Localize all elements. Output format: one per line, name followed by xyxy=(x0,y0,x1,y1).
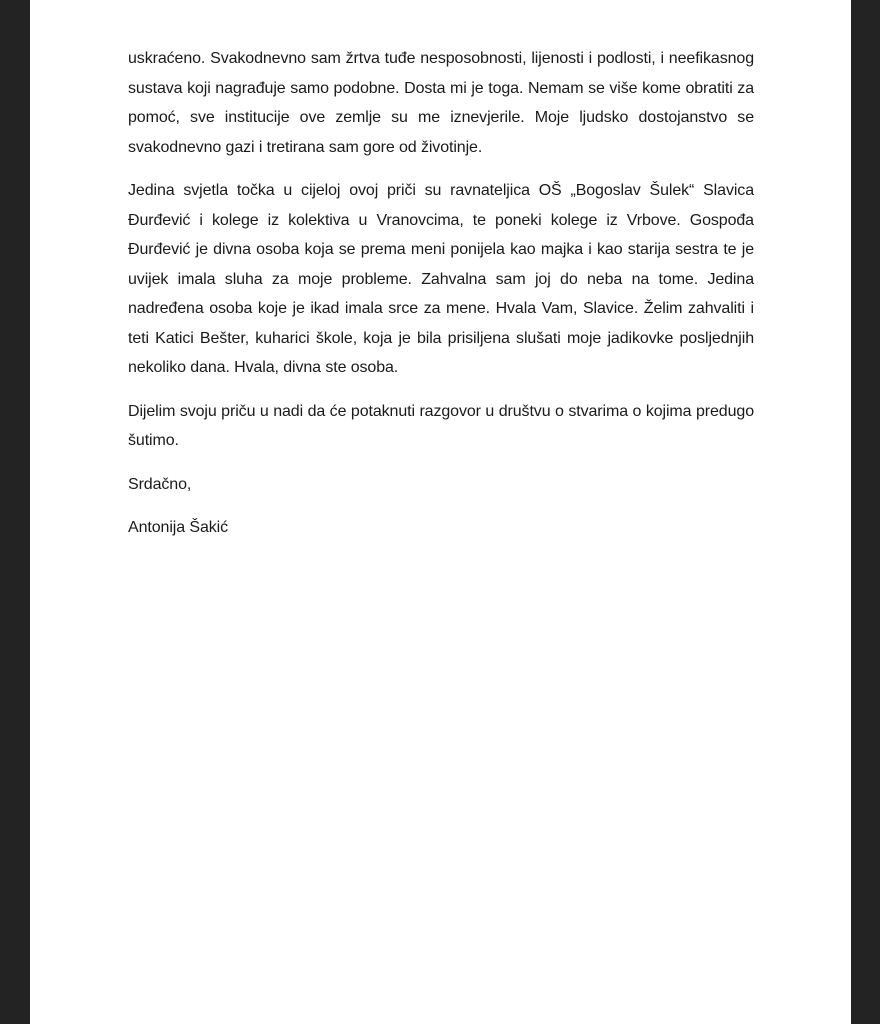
paragraph-3: Dijelim svoju priču u nadi da će potaknuti razgovor u društvu o stvarima o kojima predugo šutimo. xyxy=(128,402,754,449)
signature-name: Antonija Šakić xyxy=(128,519,228,536)
letter-body xyxy=(128,44,754,557)
paragraph-2: Jedina svjetla točka u cijeloj ovoj priči su ravnateljica OŠ „Bogoslav Šulek“ Slavica Đurđević i kolege iz kolektiva u Vranovcima, te poneki kolege iz Vrbove. Gospođa Đurđević je divna osoba koja se prema meni ponijela kao majka i kao starija sestra te je uvijek imala sluha za moje probleme. Zahvalna sam joj do neba na tome. Jedina nadređena osoba koje je ikad imala srce za mene. Hvala Vam, Slavice. Želim zahvaliti i teti Katici Bešter, kuharici škole, koja je bila prisiljena slušati moje jadikovke posljednjih nekoliko dana. Hvala, divna ste osoba. xyxy=(128,182,754,376)
paragraph-1: uskraćeno. Svakodnevno sam žrtva tuđe nesposobnosti, lijenosti i podlosti, i neefikasnog sustava koji nagrađuje samo podobne. Dosta mi je toga. Nemam se više kome obratiti za pomoć, sve institucije ove zemlje su me iznevjerile. Moje ljudsko dostojanstvo se svakodnevno gazi i tretirana sam gore od životinje. xyxy=(128,50,754,156)
document-page xyxy=(30,0,851,1024)
closing-line: Srdačno, xyxy=(128,475,192,493)
